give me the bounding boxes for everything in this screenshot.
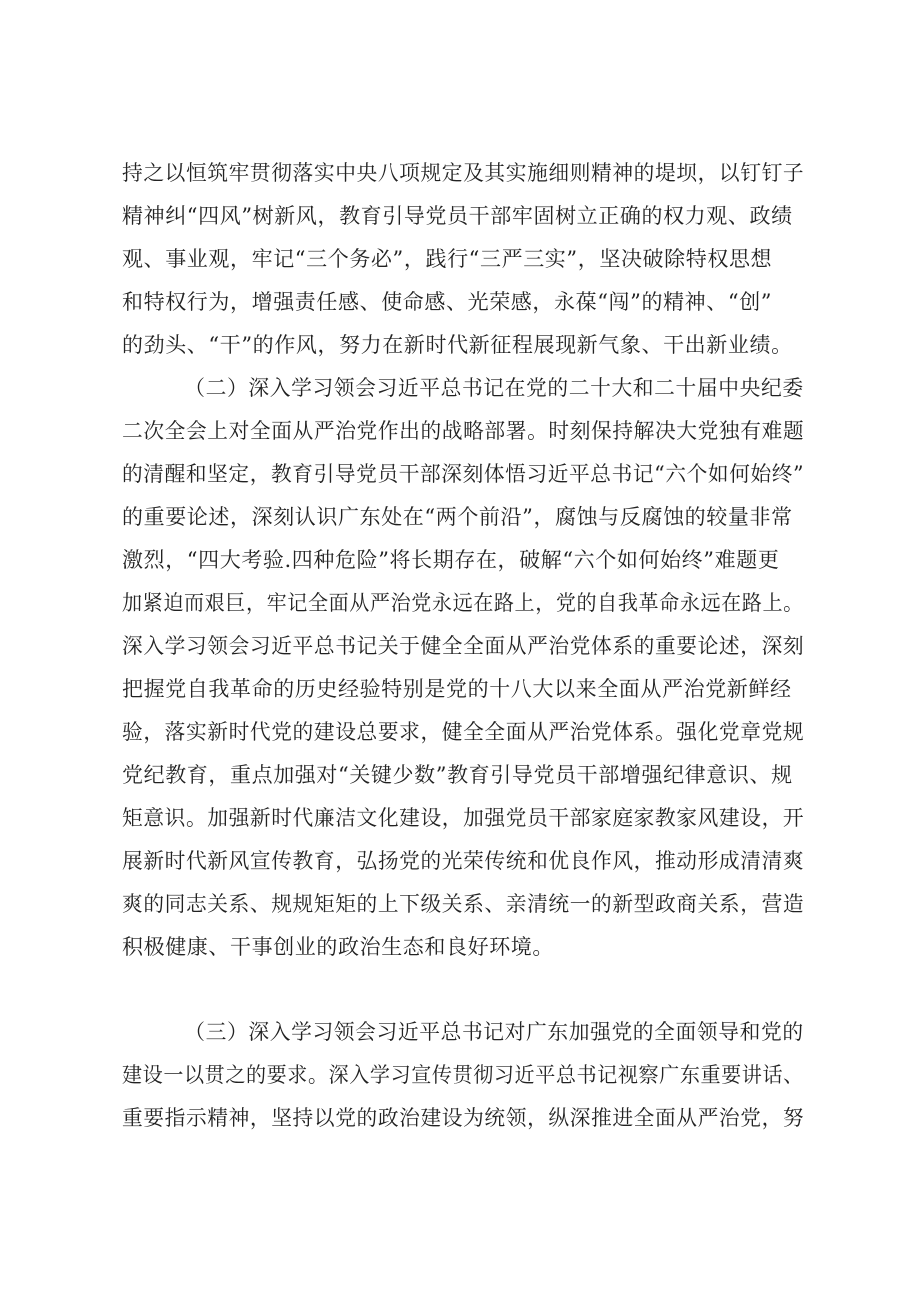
- paragraph-line: 和特权行为，增强责任感、使命感、光荣感，永葆“闯”的精神、“创”: [122, 290, 773, 314]
- paragraph-line: 的劲头、“干”的作风，努力在新时代新征程展现新气象、干出新业绩。: [122, 333, 793, 357]
- paragraph-line: 验，落实新时代党的建设总要求，健全全面从严治党体系。强化党章党规: [122, 720, 805, 744]
- paragraph-line: 激烈，“四大考验.四种危险”将长期存在，破解“六个如何始终”难题更: [122, 548, 780, 572]
- paragraph-line: 观、事业观，牢记“三个务必”，践行“三严三实”，坚决破除特权思想: [122, 247, 773, 271]
- paragraph-line: 持之以恒筑牢贯彻落实中央八项规定及其实施细则精神的堤坝，以钉钉子: [122, 161, 805, 185]
- paragraph-line: 的清醒和坚定，教育引导党员干部深刻体悟习近平总书记“六个如何始终”: [122, 462, 805, 486]
- paragraph-1: [122, 152, 804, 367]
- paragraph-line: 爽的同志关系、规规矩矩的上下级关系、亲清统一的新型政商关系，营造: [122, 892, 805, 916]
- paragraph-line: 二次全会上对全面从严治党作出的战略部署。时刻保持解决大党独有难题: [122, 419, 805, 443]
- paragraph-line: 深入学习领会习近平总书记关于健全全面从严治党体系的重要论述，深刻: [122, 634, 805, 658]
- paragraph-line: 加紧迫而艰巨，牢记全面从严治党永远在路上，党的自我革命永远在路上。: [122, 591, 804, 615]
- paragraph-2: [122, 367, 804, 969]
- paragraph-line: 矩意识。加强新时代廉洁文化建设，加强党员干部家庭家教家风建设，开: [122, 806, 805, 830]
- paragraph-line: 精神纠“四风”树新风，教育引导党员干部牢固树立正确的权力观、政绩: [122, 204, 793, 228]
- paragraph-line: 积极健康、干事创业的政治生态和良好环境。: [122, 935, 554, 959]
- paragraph-line: 的重要论述，深刻认识广东处在“两个前沿”，腐蚀与反腐蚀的较量非常: [122, 505, 793, 529]
- paragraph-line: 建设一以贯之的要求。深入学习宣传贯彻习近平总书记视察广东重要讲话、: [122, 1063, 804, 1087]
- paragraph-3: [122, 1011, 804, 1140]
- paragraph-line: 把握党自我革命的历史经验特别是党的十八大以来全面从严治党新鲜经: [122, 677, 792, 701]
- paragraph-line: 展新时代新风宣传教育，弘扬党的光荣传统和优良作风，推动形成清清爽: [122, 849, 805, 873]
- paragraph-heading-line: （三）深入学习领会习近平总书记对广东加强党的全面领导和党的: [184, 1020, 804, 1044]
- paragraph-heading-line: （二）深入学习领会习近平总书记在党的二十大和二十届中央纪委: [184, 376, 804, 400]
- paragraph-line: 重要指示精神，坚持以党的政治建设为统领，纵深推进全面从严治党，努: [122, 1106, 805, 1130]
- paragraph-line: 党纪教育，重点加强对“关键少数”教育引导党员干部增强纪律意识、规: [122, 763, 793, 787]
